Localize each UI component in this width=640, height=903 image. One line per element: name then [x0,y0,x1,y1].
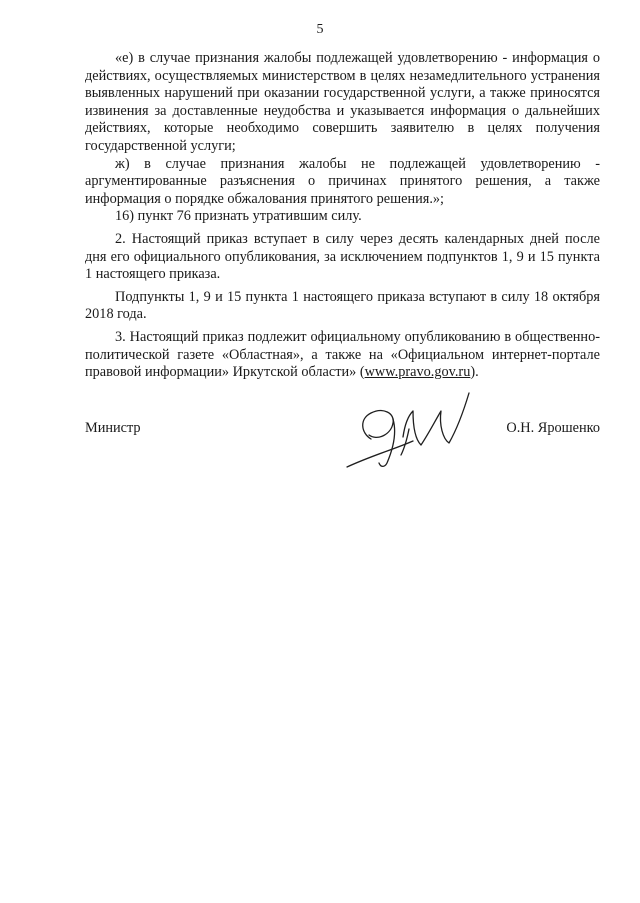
signature-block [85,395,600,475]
paragraph-e: «е) в случае признания жалобы подлежащей удовлетворению - информация о действиях, осуществляемых министерством в целях незамедлительного устранения выявленных нарушений при оказании государственной услуги, а также приносятся извинения за доставленные неудобства и указывается информация о дальнейших действиях, которые необходимо совершить заявителю в целях получения государственной услуги; [85,50,600,154]
paragraph-2: 2. Настоящий приказ вступает в силу через десять календарных дней после дня его официального опубликования, за исключением подпунктов 1, 9 и 15 пункта 1 настоящего приказа. [85,230,600,283]
publication-tail: ). [470,364,479,381]
paragraph-16: 16) пункт 76 признать утратившим силу. [115,208,362,225]
paragraph-effective-date: Подпункты 1, 9 и 15 пункта 1 настоящего приказа вступают в силу 18 октября 2018 года. [85,288,600,323]
paragraph-3 [85,329,600,382]
pravo-link[interactable]: www.pravo.gov.ru [364,364,471,381]
page-number: 5 [316,22,324,37]
publication-text: 3. Настоящий приказ подлежит официальному опубликованию в общественно-политической газете «Областная», а также на «Официальном интернет-портале правовой информации» Иркутской области» ( [85,328,600,381]
signer-position: Министр [85,420,141,436]
handwritten-signature [343,389,473,469]
document-body [85,50,600,382]
signer-name: О.Н. Ярошенко [506,420,600,436]
paragraph-zh: ж) в случае признания жалобы не подлежащей удовлетворению - аргументированные разъяснения о причинах принятого решения, а также информация о порядке обжалования принятого решения.»; [85,155,600,207]
